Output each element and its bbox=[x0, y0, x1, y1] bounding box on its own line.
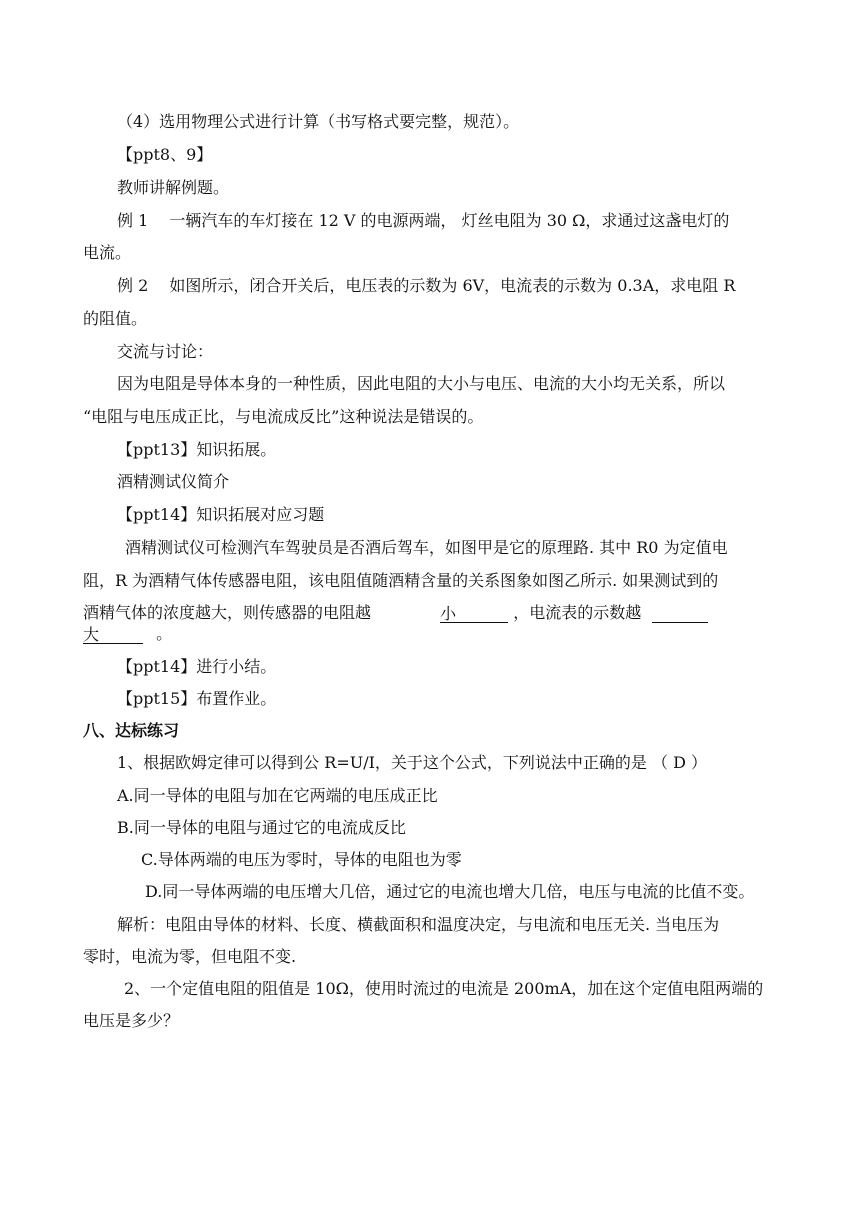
exercise-line-4 bbox=[83, 624, 172, 644]
answer-blank-resistance bbox=[440, 604, 508, 623]
step-4-text: （4）选用物理公式进行计算（书写格式要完整，规范）。 bbox=[117, 112, 520, 131]
exercise-line-3-tail: ，电流表的示数越 bbox=[513, 603, 642, 622]
example-1-line-1: 例 1 一辆汽车的车灯接在 12 V 的电源两端， 灯丝电阻为 30 Ω，求通过这盏电灯的 bbox=[117, 211, 730, 230]
exercise-line-4-end: 。 bbox=[156, 624, 173, 643]
example-2-line-1: 例 2 如图所示，闭合开关后，电压表的示数为 6V，电流表的示数为 0.3A，求电阻 R bbox=[117, 276, 736, 295]
section-heading-practice: 八、达标练习 bbox=[83, 721, 180, 740]
option-c: C.导体两端的电压为零时，导体的电阻也为零 bbox=[141, 850, 462, 869]
question-2-line-2: 电压是多少？ bbox=[83, 1011, 180, 1030]
option-d: D.同一导体两端的电压增大几倍，通过它的电流也增大几倍，电压与电流的比值不变。 bbox=[145, 882, 755, 901]
answer-large: 大 bbox=[83, 625, 100, 644]
ppt-ref-14-exercise: 【ppt14】知识拓展对应习题 bbox=[117, 505, 325, 524]
ppt-ref-14-summary: 【ppt14】进行小结。 bbox=[117, 657, 277, 676]
discussion-line-1: 因为电阻是导体本身的一种性质，因此电阻的大小与电压、电流的大小均无关系，所以 bbox=[117, 374, 726, 393]
option-b: B.同一导体的电阻与通过它的电流成反比 bbox=[117, 818, 406, 837]
answer-blank-current-top bbox=[652, 604, 708, 623]
exercise-line-2: 阻，R 为酒精气体传感器电阻，该电阻值随酒精含量的关系图象如图乙所示. 如果测试到的 bbox=[83, 571, 719, 590]
example-2-line-2: 的阻值。 bbox=[83, 309, 148, 328]
option-a: A.同一导体的电阻与加在它两端的电压成正比 bbox=[117, 786, 438, 805]
answer-blank-current bbox=[83, 625, 143, 644]
question-1: 1、根据欧姆定律可以得到公 R=U/I，关于这个公式，下列说法中正确的是 （ D ） bbox=[117, 753, 708, 772]
teacher-explains: 教师讲解例题。 bbox=[117, 178, 230, 197]
analysis-line-1: 解析：电阻由导体的材料、长度、横截面积和温度决定，与电流和电压无关. 当电压为 bbox=[117, 915, 720, 934]
example-1-line-2: 电流。 bbox=[83, 243, 132, 262]
exercise-line-3 bbox=[83, 603, 708, 623]
discussion-heading: 交流与讨论： bbox=[117, 342, 214, 361]
discussion-line-2: “电阻与电压成正比，与电流成反比”这种说法是错误的。 bbox=[83, 407, 484, 426]
answer-small: 小 bbox=[440, 604, 457, 623]
ppt-ref-15-homework: 【ppt15】布置作业。 bbox=[117, 689, 277, 708]
exercise-line-3-text: 酒精气体的浓度越大，则传感器的电阻越 bbox=[83, 603, 372, 622]
breathalyzer-intro: 酒精测试仪简介 bbox=[117, 472, 230, 491]
ppt-ref-13: 【ppt13】知识拓展。 bbox=[117, 440, 277, 459]
exercise-line-1: 酒精测试仪可检测汽车驾驶员是否酒后驾车，如图甲是它的原理路. 其中 R0 为定值电 bbox=[125, 538, 728, 557]
analysis-line-2: 零时，电流为零，但电阻不变. bbox=[83, 947, 297, 966]
ppt-ref-8-9: 【ppt8、9】 bbox=[117, 145, 213, 164]
question-2-line-1: 2、一个定值电阻的阻值是 10Ω，使用时流过的电流是 200mA，加在这个定值电阻两端的 bbox=[124, 979, 764, 998]
